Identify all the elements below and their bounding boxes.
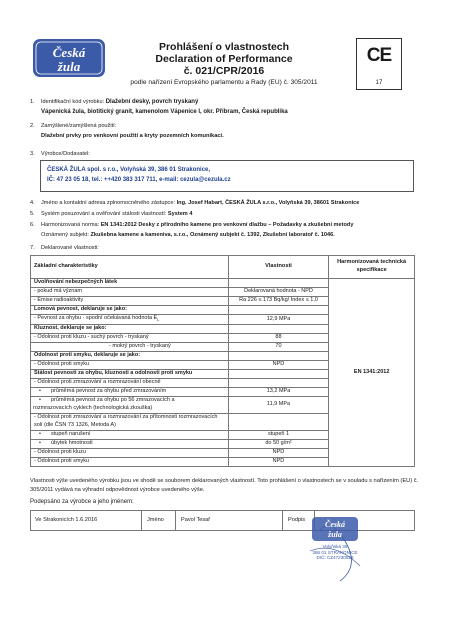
item-4: [30, 199, 359, 207]
characteristic-cell: [31, 351, 229, 360]
declared-performance-table: [30, 255, 415, 467]
item-7: [30, 244, 99, 252]
table-section-row: [31, 279, 415, 288]
characteristic-text: - Odolnost proti smyku: [34, 360, 90, 367]
item-5: [30, 210, 192, 218]
item-2-value: Dlažební prvky pro venkovní použití a kryty pozemních komunikací.: [41, 133, 224, 139]
characteristic-text: - Odolnost proti zmrazování a rozmrazování za přítomnosti rozmrazovacích solí (dle ČSN 73 1326, Metoda A): [34, 414, 218, 428]
characteristic-cell: [31, 279, 229, 288]
item-5-label: Systém posuzování a ověřování stálosti vlastností:: [41, 211, 167, 217]
item-2: [30, 122, 116, 130]
title-czech: Prohlášení o vlastnostech: [158, 41, 290, 53]
performance-cell: [228, 413, 329, 430]
performance-cell: do 50 g/m²: [228, 439, 329, 448]
subscript: L: [157, 317, 160, 323]
performance-cell: 88: [228, 333, 329, 342]
item-3-label: Výrobce/Dodavatel:: [41, 151, 90, 157]
item-6-value: EN 1341:2012 Desky z přírodního kamene pro venkovní dlažbu – Požadavky a zkušební metody: [100, 222, 354, 228]
conformity-statement: Vlastnosti výše uvedeného výrobku jsou ve shodě se souborem deklarovaných vlastností. Toto prohlášení o vlastnostech se v souladu s nařízením (EU) č. 305/2011 vydává na výhradní odpovědnost výrobce uvedeného výše.: [30, 478, 419, 493]
stamp-line2: 386 01 STRAKONICE: [312, 549, 358, 555]
characteristic-cell: [31, 288, 229, 297]
header-performance: Vlastnosti: [228, 256, 329, 279]
characteristic-text: - mokrý povrch - tryskaný: [109, 342, 171, 349]
characteristic-cell: [31, 333, 229, 342]
logo-line1: Česká: [52, 45, 86, 60]
performance-cell: 13,2 MPa: [228, 387, 329, 396]
performance-cell: [228, 279, 329, 288]
item-7-number: 7.: [30, 245, 35, 251]
signed-label: Podepsáno za výrobce a jeho jménem:: [30, 499, 134, 505]
characteristic-cell: [31, 387, 229, 396]
performance-cell: [228, 306, 329, 315]
item-7-label: Deklarované vlastnosti:: [41, 245, 99, 251]
item-5-value: System 4: [167, 211, 193, 217]
item-3-number: 3.: [30, 151, 35, 157]
performance-cell: 12,9 MPa: [228, 315, 329, 325]
characteristic-cell: [31, 396, 229, 413]
performance-cell: stupeň 1: [228, 430, 329, 439]
signatory-name: Pavol Tesař: [181, 517, 211, 523]
item-2-number: 2.: [30, 123, 35, 129]
company-stamp: [300, 511, 380, 596]
characteristic-cell: [31, 315, 229, 325]
regulation-reference: podle nařízení Evropského parlamentu a Rady (EU) č. 305/2011: [130, 79, 318, 86]
item-1-value: Dlažební desky, povrch tryskaný: [105, 99, 199, 105]
characteristic-cell: [31, 430, 229, 439]
logo-line2: žula: [57, 59, 81, 74]
ce-mark-icon: CE: [366, 45, 392, 66]
performance-cell: 11,9 MPa: [228, 396, 329, 413]
performance-cell: [228, 324, 329, 333]
item-4-value: Ing. Josef Habart, ČESKÁ ŽULA s.r.o., Volyňská 39, 38601 Strakonice: [176, 200, 360, 206]
item-1-value2: Vápenická žula, biotitický granit, kamenolom Vápenice I, okr. Příbram, Česká republika: [41, 109, 288, 115]
performance-cell: NPD: [228, 448, 329, 457]
stamp-line3: DIČ: CZ47230518: [316, 555, 354, 561]
characteristic-cell: [31, 439, 229, 448]
characteristic-cell: [31, 369, 229, 378]
item-6-label: Harmonizovaná norma:: [41, 222, 100, 228]
characteristic-cell: [31, 457, 229, 466]
header-characteristics: Základní charakteristiky: [31, 256, 229, 279]
characteristic-cell: [31, 448, 229, 457]
item-4-number: 4.: [30, 200, 35, 206]
manufacturer-line2: IČ: 47 23 05 18, tel.: ++420 383 317 711, e-mail: cezula@cezula.cz: [47, 177, 231, 183]
characteristic-text: • průměrná pevnost za ohybu po 56 zmrazovacích a rozmrazovacích cyklech (technologická zkouška): [33, 397, 213, 413]
characteristic-text: Stálost pevnosti za ohybu, kluznosti a odolnosti proti smyku: [34, 369, 193, 376]
characteristic-text: - Odolnost proti zmrazování a rozmrazování obecně: [34, 378, 161, 385]
table-header-row: [31, 256, 415, 279]
notified-body-value: Zkušebna kamene a kameniva, s.r.o., Oznámený subjekt č. 1392, Zkušební laboratoř č. 1046.: [90, 232, 335, 238]
specification-cell: EN 1341:2012: [329, 279, 415, 467]
stamp-line1: Volyňská 39: [322, 544, 348, 549]
company-logo: [32, 38, 106, 78]
characteristic-text: Odolnost proti smyku, deklaruje se jako:: [34, 351, 141, 358]
characteristic-text: - Emise radioaktivity: [34, 297, 84, 304]
characteristic-text: Kluznost, deklaruje se jako:: [34, 324, 107, 331]
performance-cell: NPD: [228, 457, 329, 466]
characteristic-text: • úbytek hmotnosti: [33, 440, 93, 446]
performance-cell: Deklarovaná hodnota - NPD: [228, 288, 329, 297]
item-5-number: 5.: [30, 211, 35, 217]
item-6: [30, 221, 353, 229]
document-title-block: [110, 41, 338, 87]
signature-label: Podpis: [288, 517, 306, 523]
notified-body: [41, 231, 335, 239]
manufacturer-box: [40, 160, 414, 192]
characteristic-text: • stupeň narušení: [33, 431, 90, 437]
characteristic-cell: [31, 306, 229, 315]
characteristic-text: • průměrná pevnost za ohybu před zmrazováním: [33, 388, 166, 394]
item-1-number: 1.: [30, 99, 35, 105]
item-3: [30, 150, 90, 158]
ce-year: 17: [375, 80, 383, 86]
manufacturer-line1: ČESKÁ ŽULA spol. s r.o., Volyňská 39, 386 01 Strakonice,: [47, 167, 211, 173]
characteristic-cell: [31, 378, 229, 387]
item-1-label: Identifikační kód výrobku:: [41, 99, 105, 105]
item-4-label: Jméno a kontaktní adresa zplnomocněného zástupce:: [41, 200, 176, 206]
stamp-logo-line2: žula: [328, 530, 342, 539]
characteristic-text: - Pevnost za ohybu - spodní očekávaná hodnota E: [34, 315, 158, 321]
characteristic-cell: [31, 342, 229, 351]
performance-cell: Ra 226 ≤ 173 Bq/kg/ Index ≤ 1,0: [228, 297, 329, 306]
performance-cell: NPD: [228, 360, 329, 369]
declaration-number: č. 021/CPR/2016: [183, 65, 265, 77]
place-date: Ve Strakonicích 1.6.2016: [35, 517, 98, 523]
notified-body-label: Oznámený subjekt:: [41, 232, 89, 238]
item-6-number: 6.: [30, 222, 35, 228]
performance-cell: [228, 378, 329, 387]
stamp-logo-line1: Česká: [325, 520, 345, 529]
characteristic-cell: [31, 297, 229, 306]
ce-mark-box: [356, 38, 402, 90]
characteristic-text: Lomová pevnost, deklaruje se jako:: [34, 306, 127, 313]
performance-cell: 70: [228, 342, 329, 351]
characteristic-text: - Odolnost proti kluzu: [34, 448, 86, 455]
characteristic-text: - pokud má význam: [34, 288, 82, 295]
characteristic-text: - Odolnost proti kluzu - suchý povrch - tryskaný: [34, 333, 149, 340]
title-english: Declaration of Performance: [155, 53, 293, 65]
performance-cell: [228, 369, 329, 378]
characteristic-cell: [31, 360, 229, 369]
name-label: Jméno: [147, 517, 164, 523]
header-specification: Harmonizovaná technická specifikace: [329, 256, 415, 279]
characteristic-text: Uvolňování nebezpečných látek: [34, 279, 118, 286]
performance-cell: [228, 351, 329, 360]
characteristic-cell: [31, 413, 229, 430]
item-1: [30, 98, 198, 107]
characteristic-cell: [31, 324, 229, 333]
item-2-label: Zamýšlené/zamýšlená použití:: [41, 123, 117, 129]
characteristic-text: - Odolnost proti smyku: [34, 457, 90, 464]
